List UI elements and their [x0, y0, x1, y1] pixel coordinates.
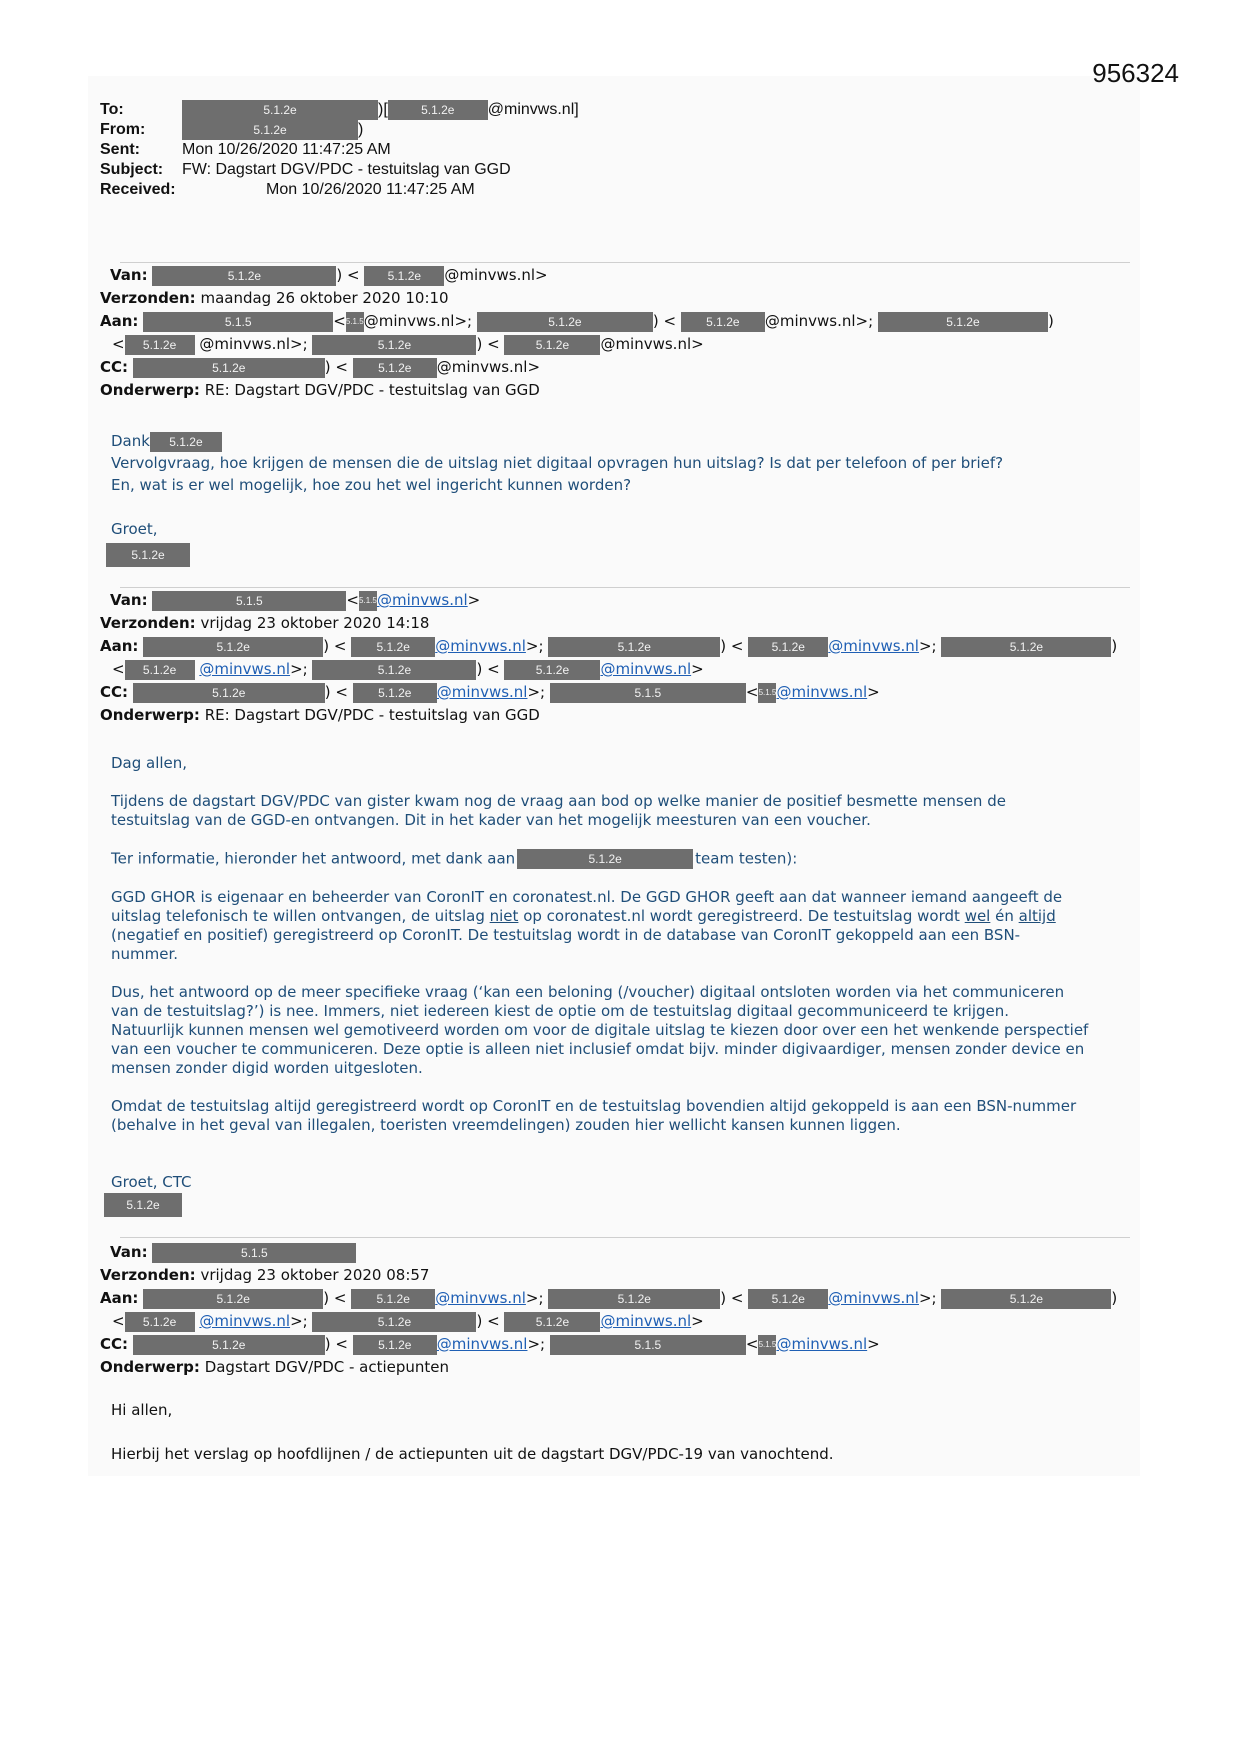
redaction: 5.1.2e: [748, 637, 828, 657]
separator: [120, 262, 1130, 263]
separator: [120, 587, 1130, 588]
redaction: 5.1.2e: [941, 1289, 1111, 1309]
redaction: 5.1.2e: [517, 849, 693, 869]
mail3-body: Hi allen, Hierbij het verslag op hoofdlijnen / de actiepunten uit de dagstart DGV/PDC-19 van vanochtend.: [111, 1401, 834, 1463]
redaction: 5.1.2e: [353, 683, 437, 703]
document-number: 956324: [1092, 58, 1179, 88]
redaction: 5.1.2e: [106, 543, 190, 567]
redaction: 5.1.5: [550, 683, 746, 703]
redaction: 5.1.2e: [312, 1312, 476, 1332]
redaction: 5.1.2e: [477, 312, 653, 332]
redaction: 5.1.2e: [150, 432, 222, 452]
redaction: 5.1.2e: [504, 660, 600, 680]
mail1-body: Dank 5.1.2e Vervolgvraag, hoe krijgen de mensen die de uitslag niet digitaal opvragen hun uitslag? Is dat per telefoon of per brief? En, wat is er wel mogelijk, hoe zou het wel ingericht kunnen worden? Groet,: [111, 432, 1004, 538]
redaction: 5.1.2e: [143, 637, 323, 657]
redaction: 5.1.2e: [351, 1289, 435, 1309]
redaction: 5.1.2e: [878, 312, 1048, 332]
redaction: 5.1.2e: [351, 637, 435, 657]
redaction: 5.1.2e: [504, 335, 600, 355]
redaction: 5.1.2e: [133, 683, 325, 703]
redaction: 5.1.2e: [388, 100, 488, 120]
redaction: 5.1.5: [758, 1335, 776, 1355]
redaction: 5.1.2e: [681, 312, 765, 332]
mail2-header: Van: 5.1.5 <5.1.5@minvws.nl> Verzonden: vrijdag 23 oktober 2020 14:18 Aan: 5.1.2e ) < 5.1.2e @minvws.nl>; 5.1.2e ) < 5.1.2e @minvws.nl>; 5.1.2e ) < 5.1.2e @minvws.nl>; 5.1.2e ) < 5.1.2e @minvws.nl> CC: 5.1.2e ) < 5.1.2e @minvws.nl>; 5.1.5 <5.1.5@minvws.nl> Onderwerp: RE: Dagstart DGV/PDC - testuitslag van GGD: [100, 591, 1118, 724]
redaction: 5.1.2e: [748, 1289, 828, 1309]
mail3-header: Van: 5.1.5 Verzonden: vrijdag 23 oktober 2020 08:57 Aan: 5.1.2e ) < 5.1.2e @minvws.nl>; 5.1.2e ) < 5.1.2e @minvws.nl>; 5.1.2e ) < 5.1.2e @minvws.nl>; 5.1.2e ) < 5.1.2e @minvws.nl> CC: 5.1.2e ) < 5.1.2e @minvws.nl>; 5.1.5 <5.1.5@minvws.nl> Onderwerp: Dagstart DGV/PDC - actiepunten: [100, 1243, 1118, 1376]
redaction: 5.1.5: [550, 1335, 746, 1355]
redaction: 5.1.5: [152, 591, 346, 611]
redaction: 5.1.2e: [312, 335, 476, 355]
mail2-body: Dag allen, Tijdens de dagstart DGV/PDC van gister kwam nog de vraag aan bod op welke manier de positief besmette mensen de testuitslag van de GGD-en ontvangen. Dit in het kader van het mogelijk meesturen van een voucher. Ter informatie, hieronder het antwoord, met dank aan 5.1.2e team testen): GGD GHOR is eigenaar en beheerder van CoronIT en coronatest.nl. De GGD GHOR geeft aan dat wanneer iemand aangeeft de uitslag telefonisch te willen ontvangen, de uitslag niet op coronatest.nl wordt geregistreerd. De testuitslag wordt wel én altijd (negatief en positief) geregistreerd op CoronIT. De testuitslag wordt in de database van CoronIT gekoppeld aan een BSN- nummer. Dus, het antwoord op de meer specifieke vraag (‘kan een beloning (/voucher) digitaal ontsloten worden via het communiceren van de testuitslag?’) is nee. Immers, niet iedereen kiest de optie om de testuitslag digitaal gecommuniceerd te krijgen. Natuurlijk kunnen mensen wel gemotiveerd worden om voor de digitale uitslag te kiezen door over een het wenkende perspectief van een voucher te communiceren. Deze optie is alleen niet inclusief omdat bijv. minder digivaardiger, mensen zonder device en mensen zonder digid worden uitgesloten. Omdat de testuitslag altijd geregistreerd wordt op CoronIT en de testuitslag bovendien altijd gekoppeld is aan een BSN-nummer (behalve in het geval van illegalen, toeristen vreemdelingen) zouden hier wellicht kansen kunnen liggen. Groet, CTC: [111, 754, 1089, 1191]
mail1-header: Van: 5.1.2e ) < 5.1.2e @minvws.nl> Verzonden: maandag 26 oktober 2020 10:10 Aan: 5.1.5 <5.1.5@minvws.nl>; 5.1.2e ) < 5.1.2e @minvws.nl>; 5.1.2e ) < 5.1.2e @minvws.nl>; 5.1.2e ) < 5.1.2e @minvws.nl> CC: 5.1.2e ) < 5.1.2e @minvws.nl> Onderwerp: RE: Dagstart DGV/PDC - testuitslag van GGD: [100, 266, 1054, 399]
redaction: 5.1.2e: [312, 660, 476, 680]
redaction: 5.1.5: [758, 683, 776, 703]
redaction: 5.1.2e: [104, 1193, 182, 1217]
redaction: 5.1.2e: [548, 637, 720, 657]
redaction: 5.1.5: [346, 312, 364, 332]
redaction: 5.1.2e: [125, 335, 195, 355]
redaction: 5.1.2e: [143, 1289, 323, 1309]
redaction: 5.1.2e: [941, 637, 1111, 657]
redaction: 5.1.5: [143, 312, 333, 332]
separator: [120, 1237, 1130, 1238]
redaction: 5.1.2e: [548, 1289, 720, 1309]
redaction: 5.1.2e: [504, 1312, 600, 1332]
redaction: 5.1.5: [152, 1243, 356, 1263]
redaction: 5.1.2e: [152, 266, 336, 286]
redaction: 5.1.2e: [353, 358, 437, 378]
redaction: 5.1.2e: [133, 1335, 325, 1355]
redaction: 5.1.2e: [182, 120, 358, 140]
redaction: 5.1.2e: [364, 266, 444, 286]
redaction: 5.1.2e: [182, 100, 378, 120]
redaction: 5.1.2e: [133, 358, 325, 378]
redaction: 5.1.2e: [353, 1335, 437, 1355]
redaction: 5.1.2e: [125, 660, 195, 680]
redaction: 5.1.5: [359, 591, 377, 611]
redaction: 5.1.2e: [125, 1312, 195, 1332]
